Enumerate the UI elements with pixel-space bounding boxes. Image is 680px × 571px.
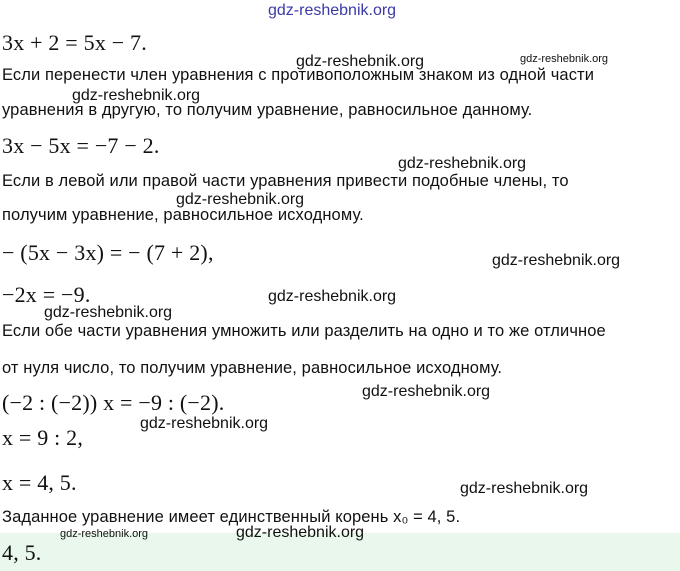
watermark-small: gdz-reshebnik.org bbox=[60, 528, 149, 540]
rule-text-2b: получим уравнение, равносильное исходному. bbox=[2, 206, 364, 224]
watermark: gdz-reshebnik.org bbox=[176, 191, 305, 208]
watermark: gdz-reshebnik.org bbox=[398, 155, 527, 172]
equation-7: x = 4, 5. bbox=[2, 470, 77, 495]
watermark-small: gdz-reshebnik.org bbox=[520, 53, 609, 65]
watermark-top: gdz-reshebnik.org bbox=[268, 2, 397, 19]
equation-3: − (5x − 3x) = − (7 + 2), bbox=[2, 240, 214, 265]
watermark: gdz-reshebnik.org bbox=[140, 415, 269, 432]
watermark: gdz-reshebnik.org bbox=[460, 480, 589, 497]
equation-2: 3x − 5x = −7 − 2. bbox=[2, 133, 160, 158]
rule-text-1b: уравнения в другую, то получим уравнение, равносильное данному. bbox=[2, 101, 533, 119]
rule-text-3a: Если обе части уравнения умножить или разделить на одно и то же отличное bbox=[2, 322, 606, 340]
equation-1: 3x + 2 = 5x − 7. bbox=[2, 30, 147, 55]
rule-text-3b: от нуля число, то получим уравнение, равносильное исходному. bbox=[2, 359, 503, 377]
watermark: gdz-reshebnik.org bbox=[362, 383, 491, 400]
watermark: gdz-reshebnik.org bbox=[72, 87, 201, 104]
conclusion-text: Заданное уравнение имеет единственный корень x₀ = 4, 5. bbox=[2, 508, 461, 526]
watermark: gdz-reshebnik.org bbox=[44, 304, 173, 321]
equation-5: (−2 : (−2)) x = −9 : (−2). bbox=[2, 390, 225, 415]
equation-4: −2x = −9. bbox=[2, 282, 91, 307]
rule-text-1a: Если перенести член уравнения с противоположным знаком из одной части bbox=[2, 66, 595, 84]
watermark: gdz-reshebnik.org bbox=[296, 53, 425, 70]
rule-text-2a: Если в левой или правой части уравнения привести подобные члены, то bbox=[2, 172, 569, 190]
watermark: gdz-reshebnik.org bbox=[236, 524, 365, 541]
answer-value: 4, 5. bbox=[2, 540, 42, 565]
watermark: gdz-reshebnik.org bbox=[492, 252, 621, 269]
equation-6: x = 9 : 2, bbox=[2, 425, 84, 450]
watermark: gdz-reshebnik.org bbox=[268, 288, 397, 305]
